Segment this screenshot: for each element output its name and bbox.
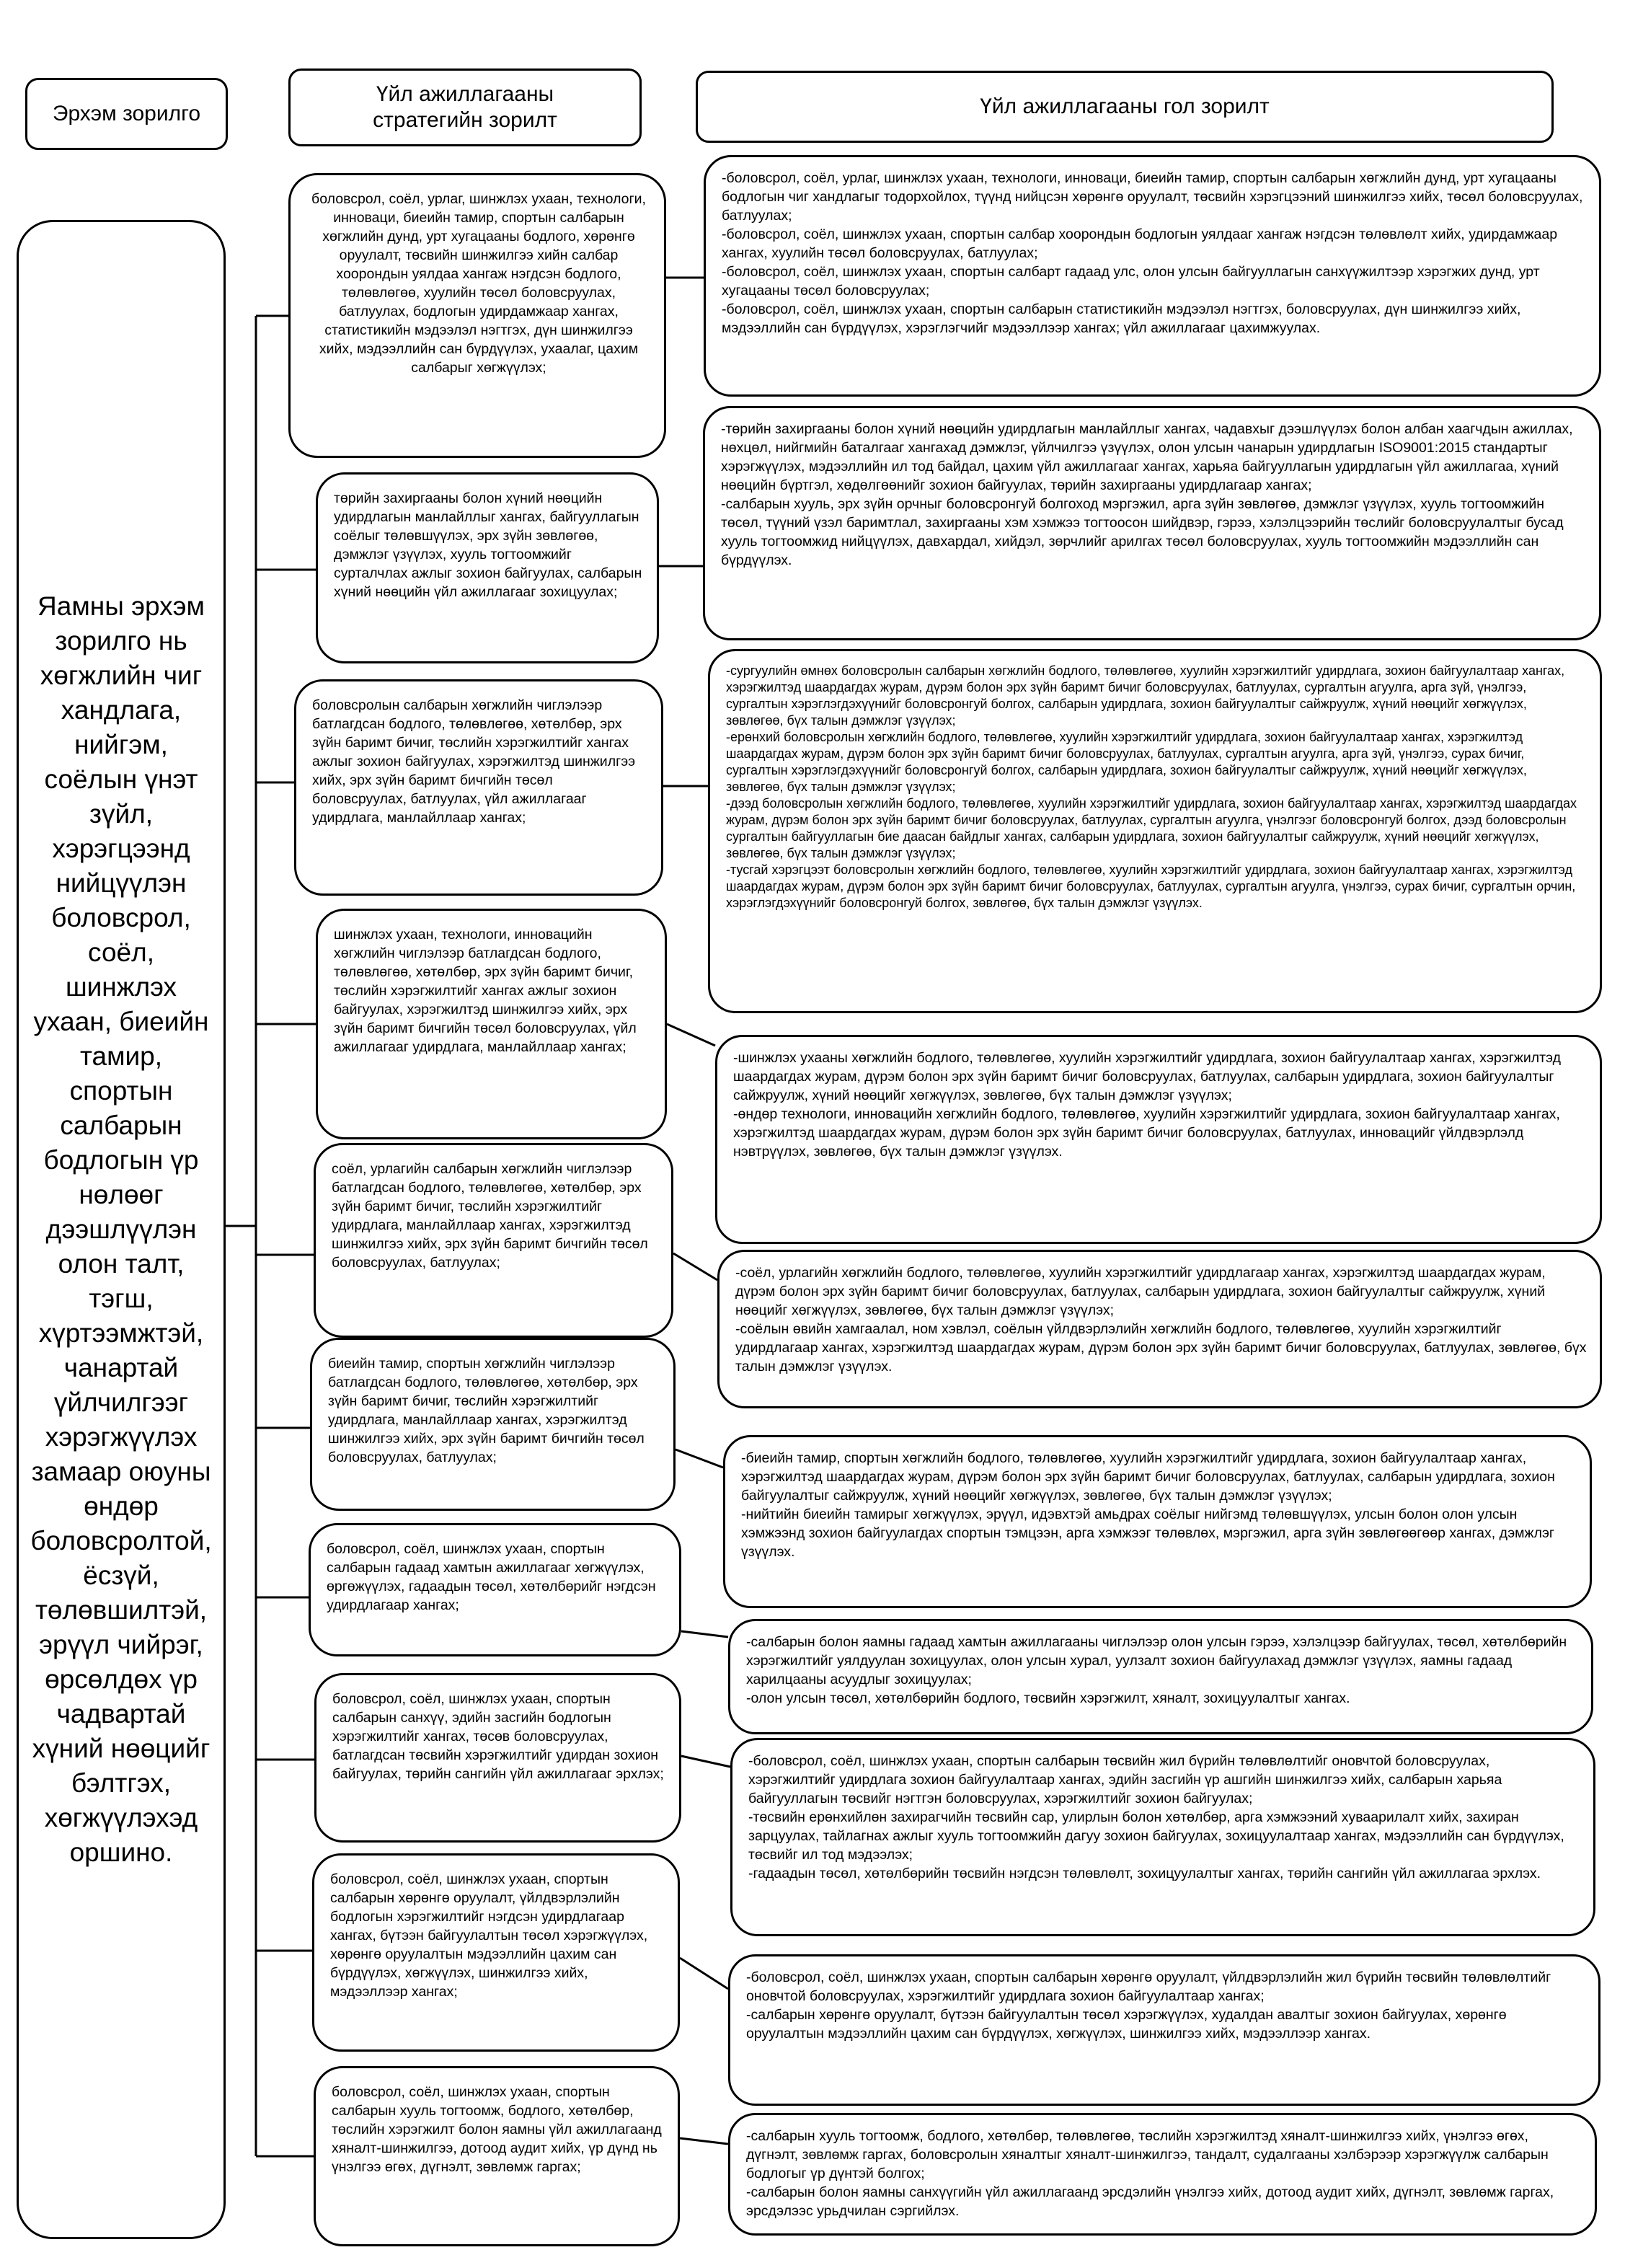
strategic-objective-text: боловсрол, соёл, шинжлэх ухаан, спортын салбарын гадаад хамтын ажиллагааг хөгжүүлэх, өргөжүүлэх, гадаадын төсөл, хөтөлбөрийг нэгдсэн удирдлагаар хангах;: [327, 1541, 656, 1613]
main-objective-8: -боловсрол, соёл, шинжлэх ухаан, спортын салбарын төсвийн жил бүрийн төлөвлөлтийг оновчтой боловсруулах, хэрэгжилтийг удирдлага зохион байгуулалтаар хангах, эдийн засгийн үр ашгийн шинжилгээ хийх, салбарын харьяа байгууллагын төсвийг нэгтгэн боловсруулах, хэрэгжилтийг зохион байгуулах; -төсвийн ерөнхийлөн захирагчийн төсвийн сар, улирлын болон хөтөлбөр, арга хэмжээний хуваарилалт хийх, захиран зарцуулах, тайлагнах ажлыг хууль тогтоомжийн дагуу зохион байгуулах, зохицуулалтаар хангах, мэдээллийн сан бүрдүүлэх, төсвийг ил тод мэдээлэх; -гадаадын төсөл, хөтөлбөрийн төсвийн нэгдсэн төлөвлөлт, зохицуулалтыг хангах, төрийн сангийн үйл ажиллагаа эрхлэх.: [730, 1738, 1595, 1936]
strategic-objective-7: [309, 1523, 681, 1656]
link-6: [676, 1450, 723, 1468]
strategic-objective-10: [314, 2066, 680, 2246]
main-objective-7: -салбарын болон яамны гадаад хамтын ажиллагааны чиглэлээр олон улсын гэрээ, хэлэлцээр байгуулах, төсөл, хөтөлбөрийн хэрэгжилтийг уялдуулан зохицуулах, олон улсын хурал, уулзалт зохион байгуулахад дэмжлэг үзүүлэх, яамны гадаад харилцааны асуудлыг зохицуулах; -олон улсын төсөл, хөтөлбөрийн бодлого, төсвийн хэрэгжилт, хяналт, зохицуулалтыг хангах.: [728, 1619, 1593, 1734]
mission-box: [17, 220, 226, 2239]
strategic-objective-2: [316, 472, 659, 663]
strategic-objective-text: шинжлэх ухаан, технологи, инновацийн хөгжлийн чиглэлээр батлагдсан бодлого, төлөвлөгөө, хөтөлбөр, эрх зүйн баримт бичиг, төслийн хэрэгжилтийг хангах ажлыг зохион байгуулах, хэрэгжилтэд шинжилгээ хийх, эрх зүйн баримт бичгийн төсөл боловсруулах, үйл ажиллагааг удирдлага, манлайллаар хангах;: [334, 927, 637, 1055]
main-objective-4: -шинжлэх ухааны хөгжлийн бодлого, төлөвлөгөө, хуулийн хэрэгжилтийг удирдлага, зохион байгуулалтаар хангах, хэрэгжилтэд шаардагдах журам, дүрэм болон эрх зүйн баримт бичиг боловсруулах, батлуулах, салбарын удирдлага, зохион байгуулалтыг сайжруулж, хүний нөөцийг хөгжүүлэх, зөвлөгөө, бүх талын дэмжлэг үзүүлэх; -өндөр технологи, инновацийн хөгжлийн бодлого, төлөвлөгөө, хуулийн хэрэгжилтийг удирдлага, зохион байгуулалтаар хангах, хэрэгжилтэд шаардагдах журам, дүрэм болон эрх зүйн баримт бичиг боловсруулах, батлуулах, инновацийг үйлдвэрлэлд нэвтрүүлэх, зөвлөгөө, бүх талын дэмжлэг үзүүлэх.: [715, 1035, 1602, 1244]
strategic-objective-text: боловсрол, соёл, урлаг, шинжлэх ухаан, технологи, инноваци, биеийн тамир, спортын салбарын хөгжлийн дунд, урт хугацааны бодлого, хөрөнгө оруулалт, төсвийн шинжилгээ хийн салбар хоорондын уялдаа хангаж нэгдсэн бодлого, төлөвлөгөө, хуулийн төсөл боловсруулах, батлуулах, бодлогын удирдамжаар хангах, статистикийн мэдээлэл нэгтгэх, дүн шинжилгээ хийх, мэдээллийн сан бүрдүүлэх, ухаалаг, цахим салбарыг хөгжүүлэх;: [311, 191, 646, 376]
link-8: [681, 1756, 730, 1767]
strategic-objective-text: биеийн тамир, спортын хөгжлийн чиглэлээр батлагдсан бодлого, төлөвлөгөө, хөтөлбөр, эрх зүйн баримт бичиг, төслийн хэрэгжилтийг удирдлага, манлайллаар хангах, хэрэгжилтэд шинжилгээ хийх, эрх зүйн баримт бичгийн төсөл боловсруулах, батлуулах;: [328, 1356, 645, 1465]
strategic-objective-6: [310, 1338, 676, 1511]
link-7: [681, 1631, 728, 1637]
link-9: [680, 1958, 728, 1989]
main-objective-2: -төрийн захиргааны болон хүний нөөцийн удирдлагын манлайллыг хангах, чадавхыг дээшлүүлэх болон албан хаагчдын ажиллах, нөхцөл, нийгмийн баталгааг хангахад дэмжлэг, үйлчилгээ үзүүлэх, олон улсын чанарын удирдлагын ISO9001:2015 стандартыг хэрэгжүүлэх, мэдээллийн ил тод байдал, цахим үйл ажиллагааг хангах, харьяа байгууллагын удирдлагын үйл ажиллагаа, хүний нөөцийн бүртгэл, хөдөлгөөнийг зохион байгуулах, төрийн захиргааны удирдлагаар хангах; -салбарын хууль, эрх зүйн орчныг боловсронгуй болгоход мэргэжил, арга зүйн зөвлөгөө, дэмжлэг үзүүлэх, хууль тогтоомжийн төсөл, түүний үзэл баримтлал, захиргааны хэм хэмжээ тогтоосон шийдвэр, гэрээ, хэлэлцээрийн төслийг боловсруулалтыг бусад хууль тогтоомжид нийцүүлэх, давхардал, хийдэл, зөрчлийг арилгах төсөл боловсруулах, хууль тогтоомжийн мэдээллийн сан бүрдүүлэх.: [703, 406, 1601, 640]
header-strategic-objectives: Үйл ажиллагааны стратегийн зорилт: [288, 69, 642, 146]
strategic-objective-text: боловсрол, соёл, шинжлэх ухаан, спортын салбарын санхүү, эдийн засгийн бодлогын хэрэгжилтийг хангах, төсөв боловсруулах, батлагдсан төсвийн хэрэгжилтийг удирдан зохион байгуулах, төрийн сангийн үйл ажиллагааг эрхлэх;: [332, 1691, 664, 1782]
main-objective-3: -сургуулийн өмнөх боловсролын салбарын хөгжлийн бодлого, төлөвлөгөө, хуулийн хэрэгжилтийг удирдлага, зохион байгуулалтаар хангах, хэрэгжилтэд шаардагдах журам, дүрэм болон эрх зүйн баримт бичиг боловсруулах, батлуулах, сургалтын агуулга, арга зүй, үнэлгээ, сургалтын хэрэглэгдэхүүнийг боловсронгуй болгох, салбарын удирдлага, зохион байгуулалтыг сайжруулж, хүний нөөцийг хөгжүүлэх, зөвлөгөө, бүх талын дэмжлэг үзүүлэх; -ерөнхий боловсролын хөгжлийн бодлого, төлөвлөгөө, хуулийн хэрэгжилтийг удирдлага, зохион байгуулалтаар хангах, хэрэгжилтэд шаардагдах журам, дүрэм болон эрх зүйн баримт бичиг боловсруулах, батлуулах, сургалтын агуулга, арга зүй, үнэлгээ, сурах бичиг, сургалтын хэрэглэгдэхүүнийг боловсронгуй болгох, салбарын удирдлага, зохион байгуулалтыг сайжруулж, хүний нөөцийг хөгжүүлэх, зөвлөгөө, бүх талын дэмжлэг үзүүлэх; -дээд боловсролын хөгжлийн бодлого, төлөвлөгөө, хуулийн хэрэгжилтийг удирдлага, зохион байгуулалтаар хангах, хэрэгжилтэд шаардагдах журам, дүрэм болон эрх зүйн баримт бичиг боловсруулах, батлуулах, сургалтын агуулга, үнэлгээг боловсронгуй болгох, дээд боловсролын сургалтын байгууллагын бие даасан байдлыг хангах, салбарын удирдлага, зохион байгуулалтыг сайжруулж, хүний нөөцийг хөгжүүлэх, зөвлөгөө, бүх талын дэмжлэг үзүүлэх; -тусгай хэрэгцээт боловсролын хөгжлийн бодлого, төлөвлөгөө, хуулийн хэрэгжилтийг удирдлага, зохион байгуулалтаар хангах, хэрэгжилтэд шаардагдах журам, дүрэм болон эрх зүйн баримт бичиг боловсруулах, батлуулах, сургалтын агуулга, үнэлгээ, сурах бичиг, сургалтын орчин, хэрэглэгдэхүүнийг боловсронгуй болгох, зөвлөгөө, бүх талын дэмжлэг үзүүлэх.: [708, 649, 1602, 1013]
header-mission: Эрхэм зорилго: [25, 78, 228, 150]
main-objective-6: -биеийн тамир, спортын хөгжлийн бодлого, төлөвлөгөө, хуулийн хэрэгжилтийг удирдлага, зохион байгуулалтаар хангах, хэрэгжилтэд шаардагдах журам, дүрэм болон эрх зүйн баримт бичиг боловсруулах, батлуулах, салбарын удирдлага, зохион байгуулалтыг сайжруулж, хүний нөөцийг хөгжүүлэх, зөвлөгөө, бүх талын дэмжлэг үзүүлэх; -нийтийн биеийн тамирыг хөгжүүлэх, эрүүл, идэвхтэй амьдрах соёлыг нийгэмд төлөвшүүлэх, улсын болон олон улсын хэмжээнд зохион байгуулагдах спортын тэмцээн, арга хэмжээг төлөвлөх, мэргэжил, арга зүйн зөвлөгөөгөөр хангах, дэмжлэг үзүүлэх.: [723, 1435, 1592, 1608]
strategic-objective-9: [312, 1853, 680, 2052]
link-10: [680, 2138, 728, 2144]
main-objective-9: -боловсрол, соёл, шинжлэх ухаан, спортын салбарын хөрөнгө оруулалт, үйлдвэрлэлийн жил бүрийн төсвийн төлөвлөлтийг оновчтой боловсруулах, хэрэгжилтийг удирдлага зохион байгуулалтаар хангах; -салбарын хөрөнгө оруулалт, бүтээн байгуулалтын төсөл хэрэгжүүлэх, худалдан авалтыг зохион байгуулах, хөрөнгө оруулалтын мэдээллийн цахим сан бүрдүүлэх, хөгжүүлэх, шинжилгээ хийх, мэдээллээр хангах.: [728, 1954, 1600, 2106]
main-objective-1: -боловсрол, соёл, урлаг, шинжлэх ухаан, технологи, инноваци, биеийн тамир, спортын салбарын хөгжлийн дунд, урт хугацааны бодлогын чиг хандлагыг тодорхойлох, түүнд нийцсэн хөрөнгө оруулалт, төсвийн хэрэгцээний шинжилгээ хийх, төсөл боловсруулах, батлуулах; -боловсрол, соёл, шинжлэх ухаан, спортын салбар хоорондын бодлогын уялдааг хангаж нэгдсэн төлөвлөлт хийх, удирдамжаар хангах, хуулийн төсөл боловсруулах, батлуулах; -боловсрол, соёл, шинжлэх ухаан, спортын салбарт гадаад улс, олон улсын байгууллагын санхүүжилтээр хэрэгжих дунд, урт хугацааны төсөл боловсруулах; -боловсрол, соёл, шинжлэх ухаан, спортын салбарын статистикийн мэдээлэл нэгтгэх, боловсруулах, дүн шинжилгээ хийх, мэдээллийн сан бүрдүүлэх, хэрэглэгчийг мэдээллээр хангах; үйл ажиллагааг цахимжуулах.: [704, 155, 1601, 397]
link-4: [667, 1024, 715, 1046]
mission-text: Яамны эрхэм зорилго нь хөгжлийн чиг хандлага, нийгэм, соёлын үнэт зүйл, хэрэгцээнд нийцүүлэн боловсрол, соёл, шинжлэх ухаан, биеийн тамир, спортын салбарын бодлогын үр нөлөөг дээшлүүлэн олон талт, тэгш, хүртээмжтэй, чанартай үйлчилгээг хэрэгжүүлэх замаар оюуны өндөр боловсролтой, ёсзүй, төлөвшилтэй, эрүүл чийрэг, өрсөлдөх үр чадвартай хүний нөөцийг бэлтгэх, хөгжүүлэхэд оршино.: [30, 591, 212, 1867]
strategic-objective-text: соёл, урлагийн салбарын хөгжлийн чиглэлээр батлагдсан бодлого, төлөвлөгөө, хөтөлбөр, эрх зүйн баримт бичиг, төслийн хэрэгжилтийг удирдлага, манлайллаар хангах, хэрэгжилтэд шинжилгээ хийх, эрх зүйн баримт бичгийн төсөл боловсруулах, батлуулах;: [332, 1161, 648, 1271]
strategic-objective-5: [314, 1143, 673, 1338]
header-main-objectives: Үйл ажиллагааны гол зорилт: [696, 71, 1554, 143]
strategic-objective-text: боловсрол, соёл, шинжлэх ухаан, спортын салбарын хууль тогтоомж, бодлого, хөтөлбөр, төслийн хэрэгжилт болон яамны үйл ажиллагаанд хяналт-шинжилгээ, дотоод аудит хийх, үр дүнд нь үнэлгээ өгөх, дүгнэлт, зөвлөмж гаргах;: [332, 2084, 662, 2175]
strategic-objective-8: [314, 1673, 681, 1843]
strategic-objective-text: боловсролын салбарын хөгжлийн чиглэлээр батлагдсан бодлого, төлөвлөгөө, хөтөлбөр, эрх зүйн баримт бичиг, төслийн хэрэгжилтийг хангах ажлыг зохион байгуулах, хэрэгжилтэд шинжилгээ хийх, эрх зүйн баримт бичгийн төсөл боловсруулах, батлуулах, үйл ажиллагааг удирдлага, манлайллаар хангах;: [312, 697, 636, 826]
strategic-objective-3: [294, 679, 663, 896]
main-objective-5: -соёл, урлагийн хөгжлийн бодлого, төлөвлөгөө, хуулийн хэрэгжилтийг удирдлагаар хангах, хэрэгжилтэд шаардагдах журам, дүрэм болон эрх зүйн баримт бичиг боловсруулах, батлуулах, салбарын удирдлага, зохион байгуулалтыг сайжруулж, хүний нөөцийг хөгжүүлэх, зөвлөгөө, бүх талын дэмжлэг үзүүлэх; -соёлын өвийн хамгаалал, ном хэвлэл, соёлын үйлдвэрлэлийн хөгжлийн бодлого, төлөвлөгөө, хуулийн хэрэгжилтийг удирдлагаар хангах, хэрэгжилтэд шаардагдах журам, дүрэм болон эрх зүйн баримт бичиг боловсруулах, батлуулах, зөвлөгөө, бүх талын дэмжлэг үзүүлэх.: [717, 1250, 1602, 1408]
strategic-objective-1: [288, 173, 666, 458]
strategic-objective-text: төрийн захиргааны болон хүний нөөцийн удирдлагын манлайллыг хангах, байгууллагын соёлыг төлөвшүүлэх, эрх зүйн зөвлөгөө, дэмжлэг үзүүлэх, хууль тогтоомжийг сурталчлах ажлыг зохион байгуулах, салбарын хүний нөөцийн үйл ажиллагааг зохицуулах;: [334, 490, 642, 600]
strategic-objective-text: боловсрол, соёл, шинжлэх ухаан, спортын салбарын хөрөнгө оруулалт, үйлдвэрлэлийн бодлогын хэрэгжилтийг нэгдсэн удирдлагаар хангах, бүтээн байгуулалтын төсөл хэрэгжүүлэх, хөрөнгө оруулалтын мэдээллийн цахим сан бүрдүүлэх, хөгжүүлэх, шинжилгээ хийх, мэдээллээр хангах;: [330, 1871, 648, 2000]
main-objective-10: -салбарын хууль тогтоомж, бодлого, хөтөлбөр, төлөвлөгөө, төслийн хэрэгжилтэд хяналт-шинжилгээ хийх, үнэлгээ өгөх, дүгнэлт, зөвлөмж гаргах, боловсролын хяналтыг хяналт-шинжилгээ, тандалт, судалгааны хэлбэрээр хэрэгжүүлж салбарын бодлогыг үр дүнтэй болгох; -салбарын болон яамны санхүүгийн үйл ажиллагаанд эрсдэлийн үнэлгээ хийх, дотоод аудит хийх, дүгнэлт, зөвлөмж гаргах, эрсдэлээс урьдчилан сэргийлэх.: [728, 2113, 1597, 2236]
link-5: [673, 1253, 717, 1280]
strategic-objective-4: [316, 909, 667, 1139]
